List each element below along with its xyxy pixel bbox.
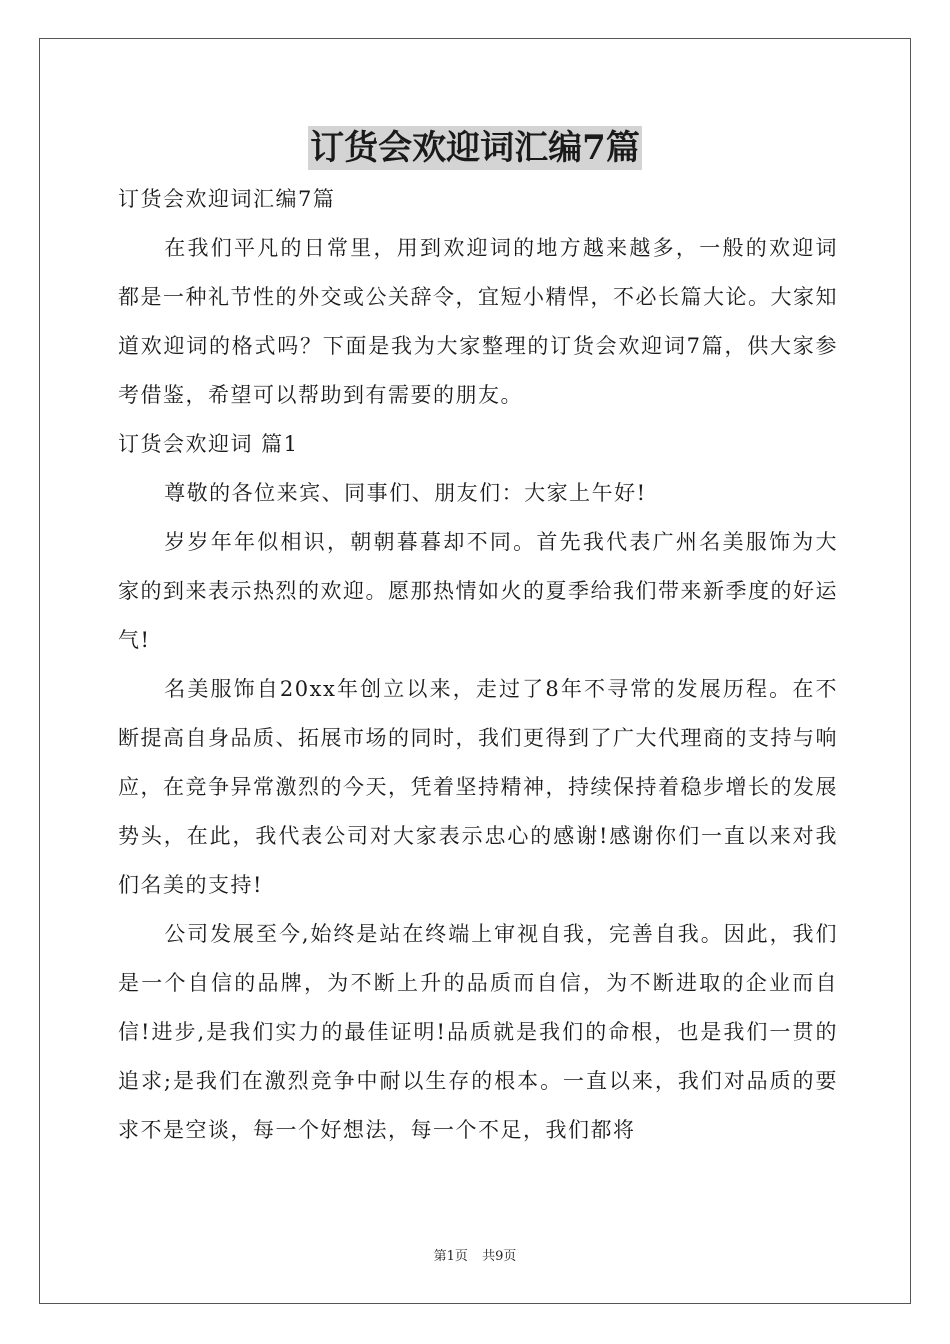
intro-paragraph: 在我们平凡的日常里，用到欢迎词的地方越来越多，一般的欢迎词都是一种礼节性的外交或公关辞令，宜短小精悍，不必长篇大论。大家知道欢迎词的格式吗？下面是我为大家整理的订货会欢迎词7篇，供大家参考借鉴，希望可以帮助到有需要的朋友。 — [118, 236, 838, 407]
document-title — [0, 126, 950, 170]
salutation-paragraph: 尊敬的各位来宾、同事们、朋友们：大家上午好! — [164, 481, 647, 505]
page-number: 第1页 — [433, 1249, 468, 1264]
document-title-text: 订货会欢迎词汇编7篇 — [310, 128, 640, 168]
body-paragraph: 名美服饰自20xx年创立以来，走过了8年不寻常的发展历程。在不断提高自身品质、拓展市场的同时，我们更得到了广大代理商的支持与响应，在竞争异常激烈的今天，凭着坚持精神，持续保持着稳步增长的发展势头，在此，我代表公司对大家表示忠心的感谢!感谢你们一直以来对我们名美的支持! — [118, 677, 838, 897]
document-body — [118, 175, 838, 1155]
section-heading: 订货会欢迎词 篇1 — [118, 432, 299, 456]
doc-subtitle: 订货会欢迎词汇编7篇 — [118, 187, 336, 211]
body-paragraph: 公司发展至今,始终是站在终端上审视自我，完善自我。因此，我们是一个自信的品牌，为不断上升的品质而自信，为不断进取的企业而自信!进步,是我们实力的最佳证明!品质就是我们的命根，也是我们一贯的追求;是我们在激烈竞争中耐以生存的根本。一直以来，我们对品质的要求不是空谈，每一个好想法，每一个不足，我们都将 — [118, 922, 838, 1142]
page-footer — [0, 1245, 950, 1264]
body-paragraph: 岁岁年年似相识，朝朝暮暮却不同。首先我代表广州名美服饰为大家的到来表示热烈的欢迎。愿那热情如火的夏季给我们带来新季度的好运气! — [118, 530, 838, 652]
page-total: 共9页 — [482, 1249, 517, 1264]
